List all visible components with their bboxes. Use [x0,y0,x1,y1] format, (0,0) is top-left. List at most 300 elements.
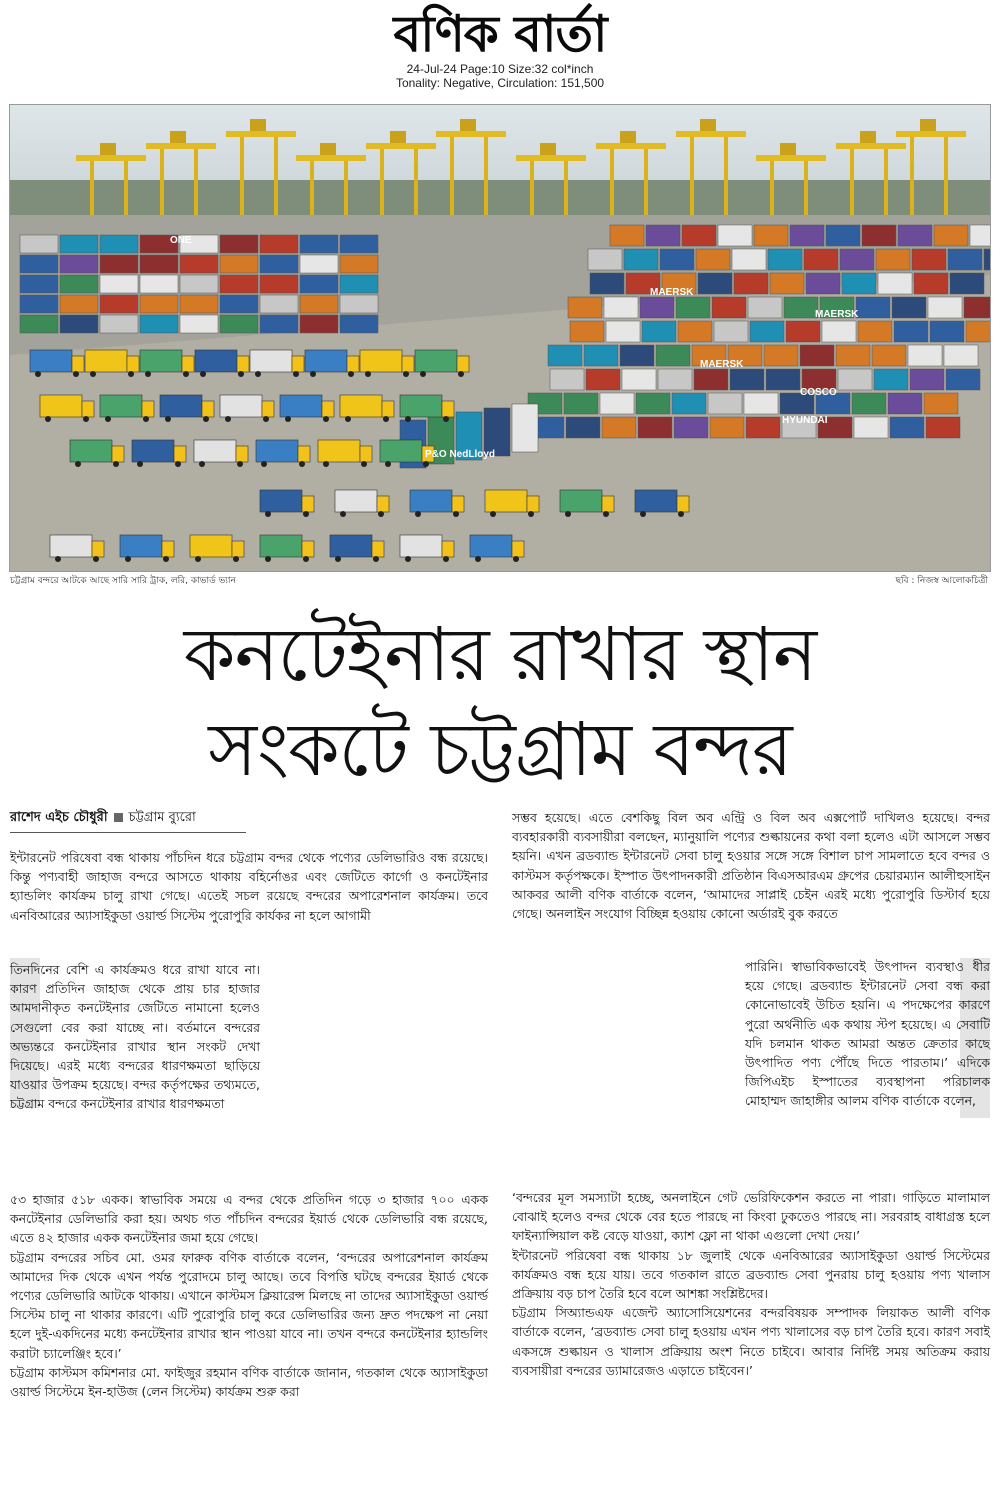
container-box [100,235,138,253]
crane-leg [274,131,278,215]
crane-cab [320,143,336,155]
truck-cab [302,496,314,512]
container-box [714,321,748,342]
byline-rule [10,832,246,833]
crane-boom [296,155,366,161]
truck-cab [372,541,384,557]
container-box [732,249,766,270]
truck-wheel [303,556,309,562]
container-box [220,235,258,253]
truck-cab [442,401,454,417]
truck-cab [512,541,524,557]
photo-caption: চট্টগ্রাম বন্দরে আটকে আছে সারি সারি ট্রাক, লরি, কাভার্ড ভ্যান [10,576,236,586]
crane-leg [160,143,164,215]
container-box [946,369,980,390]
container-box [874,369,908,390]
truck-wheel [475,556,481,562]
byline [10,808,196,828]
truck-body [360,350,402,372]
container-box [694,369,728,390]
container-box [100,275,138,293]
crane-leg [530,155,534,215]
truck-wheel [453,511,459,517]
container-box [806,273,840,294]
truck-wheel [285,416,291,422]
truck-wheel [225,416,231,422]
crane-leg [610,143,614,215]
clipping-meta-line2: Tonality: Negative, Circulation: 151,500 [395,76,605,90]
container-box [340,295,378,313]
container-box [698,273,732,294]
crane-leg [450,131,454,215]
truck-wheel [105,416,111,422]
container-box [220,275,258,293]
truck-body [160,395,202,417]
truck-body [50,535,92,557]
crane-cab [920,119,936,131]
container-box [624,249,658,270]
square-bullet-icon [114,813,123,822]
paragraph: সম্ভব হয়েছে। এতে বেশকিছু বিল অব এন্ট্রি ও বিল অব এক্সপোর্ট দাখিলও হয়েছে। বন্দর ব্যবহারকারী ব্যবসায়ীরা বলছেন, ম্যানুয়ালি পণ্যের শুল্কায়নের কথা বলা হলেও এটা আসলে সম্ভব হয়নি। এখন ব্রডব্যান্ড ইন্টারনেট সেবা চালু হওয়ার সঙ্গে সঙ্গে বিশাল চাপ সামলাতে হবে বন্দর ও কাস্টমস কর্তৃপক্ষকে। ইস্পাত উৎপাদনকারী প্রতিষ্ঠান বিএসআরএম গ্রুপের চেয়ারম্যান আলীহুসাইন আকবর আলী বণিক বার্তাকে বলেন, ‘আমাদের সাপ্লাই চেইন এরই মধ্যে পুরোপুরি ডিস্টার্ব হয়ে গেছে। অনলাইন সংযোগ বিচ্ছিন্ন হওয়ায় কোনো অর্ডারই বুক করতে [512,810,990,922]
truck-wheel [323,461,329,467]
container-box [646,225,680,246]
truck-cab [112,446,124,462]
crane-leg [380,143,384,215]
container-box [602,417,636,438]
container-box [660,249,694,270]
truck-cab [262,401,274,417]
container-box [20,315,58,333]
crane-cab [250,119,266,131]
paragraph: ইন্টারনেট পরিষেবা বন্ধ থাকায় পাঁচদিন ধরে চট্টগ্রাম বন্দর থেকে পণ্যের ডেলিভারিও বন্ধ রয়েছে। কিন্তু পণ্যবাহী জাহাজ বন্দরে আসতে থাকায় বহির্নোঙর এবং জেটিতে কার্গো ও কনটেইনার হ্যান্ডলিং কার্যক্রম চালু রাখা গেছে। এতেই সচল রয়েছে বন্দরের অপারেশনাল কার্যক্রম। তবে এনবিআরের অ্যাসাইকুডা ওয়ার্ল্ড সিস্টেম পুরোপুরি কার্যকর না হলে আগামী [10,850,488,923]
container-box [260,255,298,273]
container-box [948,249,982,270]
paragraph: ইন্টারনেট পরিষেবা বন্ধ থাকায় ১৮ জুলাই থেকে এনবিআরের অ্যাসাইকুডা ওয়ার্ল্ড সিস্টেমের কার্যক্রমও বন্ধ হয়ে যায়। তবে গতকাল রাতে ব্রডব্যান্ড সেবা পুনরায় চালু হওয়ায় পণ্য খালাস প্রক্রিয়ায় বড় চাপ তৈরি হবে বলে আশঙ্কা সংশ্লিষ্টদের। [512,1247,990,1302]
crane-boom [836,143,906,149]
container-box [858,321,892,342]
truck-wheel [303,511,309,517]
truck-cab [182,356,194,372]
container-box [950,273,984,294]
truck-wheel [183,371,189,377]
truck-body [280,395,322,417]
truck-cab [237,356,249,372]
truck-wheel [299,461,305,467]
container-box [570,321,604,342]
paragraph: চট্টগ্রাম বন্দরের সচিব মো. ওমর ফারুক বণিক বার্তাকে বলেন, ‘বন্দরের অপারেশনাল কার্যক্রম আমাদের দিক থেকে এখন পর্যন্ত পুরোদমে চালু আছে। তবে বিপত্তি ঘটছে বন্দরের ইয়ার্ড থেকে পণ্যের ডেলিভারি আটকে থাকায়। এখানে কাস্টমস ক্লিয়ারেন্স মিলছে না তাদের অ্যাসাইকুডা ওয়ার্ল্ড সিস্টেম চালু না থাকার কারণে। এটি পুরোপুরি চালু করে ডেলিভারির জন্য দ্রুত পদক্ষেপ না নেয়া হলে দুই-একদিনের মধ্যে কনটেইনার রাখার স্থান পাওয়া যাবে না। তখন বন্দরে কনটেইনার হ্যান্ডলিং করাটা চ্যালেঞ্জিং হবে।’ [10,1249,488,1361]
truck-body [410,490,452,512]
truck-body [250,350,292,372]
container-box [768,249,802,270]
crane-leg [90,155,94,215]
truck-wheel [195,556,201,562]
crane-cab [540,143,556,155]
crane-leg [124,155,128,215]
truck-cab [82,401,94,417]
truck-body [220,395,262,417]
container-box [20,295,58,313]
truck-body [194,440,236,462]
container-yard-illustration [10,105,990,571]
container-brand-label: MAERSK [700,359,744,370]
container-box [512,404,538,452]
crane-leg [484,131,488,215]
truck-wheel [383,416,389,422]
truck-cab [232,541,244,557]
container-box [564,393,598,414]
container-box [584,345,618,366]
truck-wheel [113,461,119,467]
container-box [862,225,896,246]
truck-wheel [293,371,299,377]
container-box [842,273,876,294]
crane-cab [390,131,406,143]
container-box [220,295,258,313]
truck-wheel [203,416,209,422]
truck-wheel [145,371,151,377]
container-box [550,369,584,390]
container-box [836,345,870,366]
container-box [966,321,990,342]
container-box [20,255,58,273]
paragraph: তিনদিনের বেশি এ কার্যক্রমও ধরে রাখা যাবে না। কারণ প্রতিদিন জাহাজ থেকে প্রায় চার হাজার আমদানীকৃত কনটেইনার জেটিতে নামানো হলেও সেগুলো বের করা যাচ্ছে না। বর্তমানে বন্দরের অভ্যন্তরে কনটেইনার রাখার স্থান সংকট দেখা দিয়েছে। এরই মধ্যে বন্দরের ধারণক্ষমতা ছাড়িয়ে যাওয়ার উপক্রম হয়েছে। বন্দর কর্তৃপক্ষের তথ্যমতে, চট্টগ্রাম বন্দরে কনটেইনার রাখার ধারণক্ষমতা [10,962,260,1112]
truck-cab [677,496,689,512]
truck-wheel [143,416,149,422]
truck-wheel [75,461,81,467]
container-box [894,321,928,342]
truck-body [635,490,677,512]
truck-wheel [263,416,269,422]
truck-wheel [405,416,411,422]
truck-body [260,490,302,512]
truck-body [305,350,347,372]
container-box [60,295,98,313]
container-box [838,369,872,390]
crane-boom [756,155,826,161]
truck-wheel [340,511,346,517]
container-box [180,295,218,313]
container-box [892,297,926,318]
crane-leg [194,143,198,215]
container-box [260,295,298,313]
container-box [588,249,622,270]
container-box [606,321,640,342]
truck-wheel [361,461,367,467]
container-box [750,321,784,342]
truck-wheel [458,371,464,377]
container-brand-label: HYUNDAI [782,415,828,426]
container-box [638,417,672,438]
byline-author: রাশেদ এইচ চৌধুরী [10,810,108,825]
container-box [60,235,98,253]
container-box [930,321,964,342]
crane-boom [676,131,746,137]
truck-cab [377,496,389,512]
truck-wheel [373,556,379,562]
truck-wheel [128,371,134,377]
container-box [220,255,258,273]
headline-line2: সংকটে চট্টগ্রাম বন্দর [208,707,792,793]
byline-desk: চট্টগ্রাম ব্যুরো [128,810,196,825]
crane-cab [620,131,636,143]
container-box [878,273,912,294]
container-brand-label: MAERSK [815,309,859,320]
truck-wheel [378,511,384,517]
truck-wheel [233,556,239,562]
container-box [620,345,654,366]
crane-boom [76,155,146,161]
truck-wheel [385,461,391,467]
container-box [140,275,178,293]
truck-cab [382,401,394,417]
container-box [784,297,818,318]
clipping-meta-line1: 24-Jul-24 Page:10 Size:32 col*inch [406,62,594,76]
container-box [100,315,138,333]
crane-leg [414,143,418,215]
container-box [548,345,582,366]
truck-wheel [261,461,267,467]
port-photo [9,104,991,572]
container-box [590,273,624,294]
truck-wheel [565,511,571,517]
container-box [840,249,874,270]
truck-body [400,535,442,557]
container-box [140,255,178,273]
truck-cab [142,401,154,417]
truck-cab [92,541,104,557]
container-box [656,345,690,366]
container-box [912,249,946,270]
container-box [712,297,746,318]
truck-body [120,535,162,557]
container-box [790,225,824,246]
container-box [800,345,834,366]
container-box [678,321,712,342]
truck-wheel [423,461,429,467]
container-box [766,369,800,390]
truck-cab [162,541,174,557]
container-brand-label: MAERSK [650,287,694,298]
container-brand-label: COSCO [800,387,837,398]
container-box [180,315,218,333]
truck-wheel [93,556,99,562]
crane-leg [644,143,648,215]
paragraph: চট্টগ্রাম সিঅ্যান্ডএফ এজেন্ট অ্যাসোসিয়েশনের বন্দরবিষয়ক সম্পাদক লিয়াকত আলী বণিক বার্তাকে বলেন, ‘ব্রডব্যান্ড সেবা চালু হওয়ায় এখন পণ্য খালাসের বড় চাপ তৈরি হবে। কারণ সবাই একসঙ্গে শুল্কায়ন ও খালাস প্রক্রিয়ায় অংশ নিতে চাইবে। আবার নির্দিষ্ট সময় অতিক্রম করায় ব্যবসায়ীরা বন্দরের ড্যামারেজও এড়াতে চাইবেন।’ [512,1305,990,1378]
crane-leg [910,131,914,215]
container-box [672,393,706,414]
container-box [764,345,798,366]
container-box [340,255,378,273]
container-box [964,297,990,318]
truck-wheel [603,511,609,517]
truck-body [40,395,82,417]
truck-wheel [165,416,171,422]
crane-cab [780,143,796,155]
truck-body [485,490,527,512]
crane-leg [804,155,808,215]
truck-wheel [200,371,206,377]
crane-cab [100,143,116,155]
truck-cab [360,446,372,462]
container-box [604,297,638,318]
paragraph: ৫৩ হাজার ৫১৮ একক। স্বাভাবিক সময়ে এ বন্দর থেকে প্রতিদিন গড়ে ৩ হাজার ৭০০ একক কনটেইনার ডেলিভারি করা হয়। অথচ গত পাঁচদিন বন্দরের ইয়ার্ড থেকে ডেলিভারি বন্ধ রয়েছে, এতে ৪২ হাজার একক কনটেইনার জমা হয়ে গেছে। [10,1192,488,1246]
container-box [746,417,780,438]
container-box [640,297,674,318]
container-box [566,417,600,438]
container-box [60,315,98,333]
article-col2-bottom [512,1188,990,1380]
container-box [852,393,886,414]
truck-wheel [199,461,205,467]
photo-credit: ছবি : নিজস্ব আলোকচিত্রী [895,576,988,586]
container-box [804,249,838,270]
container-box [140,295,178,313]
truck-wheel [323,416,329,422]
crane-boom [516,155,586,161]
container-box [888,393,922,414]
truck-wheel [83,416,89,422]
crane-leg [724,131,728,215]
crane-cab [700,119,716,131]
truck-wheel [678,511,684,517]
truck-wheel [528,511,534,517]
container-box [622,369,656,390]
headline-line1: কনটেইনার রাখার স্থান [183,612,817,698]
truck-wheel [163,556,169,562]
container-box [770,273,804,294]
truck-cab [202,401,214,417]
truck-wheel [348,371,354,377]
crane-boom [596,143,666,149]
container-box [674,417,708,438]
truck-wheel [345,416,351,422]
container-box [60,255,98,273]
container-box [908,345,942,366]
container-box [696,249,730,270]
truck-body [318,440,360,462]
crane-boom [896,131,966,137]
crane-leg [690,131,694,215]
truck-wheel [90,371,96,377]
crane-boom [436,131,506,137]
container-box [708,393,742,414]
container-box [20,235,58,253]
newspaper-logo: বণিক বার্তা [393,5,607,63]
truck-wheel [238,371,244,377]
truck-body [340,395,382,417]
truck-body [85,350,127,372]
container-box [734,273,768,294]
container-box [744,393,778,414]
container-box [754,225,788,246]
crane-boom [226,131,296,137]
crane-leg [944,131,948,215]
truck-wheel [310,371,316,377]
container-box [600,393,634,414]
truck-cab [602,496,614,512]
truck-wheel [443,556,449,562]
truck-cab [527,496,539,512]
container-box [924,393,958,414]
truck-wheel [265,556,271,562]
truck-body [256,440,298,462]
container-box [826,225,860,246]
truck-body [470,535,512,557]
container-box [910,369,944,390]
container-box [730,369,764,390]
container-box [718,225,752,246]
container-box [100,295,138,313]
container-box [568,297,602,318]
article-col2-narrow [745,957,990,1111]
container-box [180,275,218,293]
truck-wheel [640,511,646,517]
container-box [898,225,932,246]
truck-wheel [443,416,449,422]
truck-body [190,535,232,557]
container-box [260,235,298,253]
container-box [340,315,378,333]
container-box [786,321,820,342]
container-box [822,321,856,342]
container-box [890,417,924,438]
crane-leg [310,155,314,215]
article-col1-narrow [10,960,260,1114]
container-box [872,345,906,366]
truck-wheel [513,556,519,562]
truck-body [30,350,72,372]
paragraph: চট্টগ্রাম কাস্টমস কমিশনার মো. ফাইজুর রহমান বণিক বার্তাকে জানান, গতকাল থেকে অ্যাসাইকুডা ওয়ার্ল্ড সিস্টেমে ইন-হাউজ (লেন সিস্টেম) কার্যক্রম শুরু করা [10,1364,488,1400]
truck-body [70,440,112,462]
container-box [300,295,338,313]
crane-leg [240,131,244,215]
article-col1-bottom [10,1190,488,1401]
container-box [984,249,990,270]
truck-wheel [237,461,243,467]
truck-wheel [175,461,181,467]
truck-wheel [55,556,61,562]
container-box [970,225,990,246]
truck-body [140,350,182,372]
container-box [610,225,644,246]
container-box [642,321,676,342]
container-box [944,345,978,366]
crane-leg [770,155,774,215]
truck-wheel [403,371,409,377]
container-box [876,249,910,270]
crane-leg [344,155,348,215]
truck-cab [302,541,314,557]
crane-leg [850,143,854,215]
container-box [928,297,962,318]
truck-cab [402,356,414,372]
container-box [300,235,338,253]
truck-body [335,490,377,512]
truck-cab [236,446,248,462]
container-box [748,297,782,318]
container-box [340,235,378,253]
crane-cab [460,119,476,131]
truck-body [400,395,442,417]
truck-wheel [137,461,143,467]
crane-leg [564,155,568,215]
truck-wheel [125,556,131,562]
truck-cab [457,356,469,372]
truck-cab [442,541,454,557]
container-box [856,297,890,318]
container-box [300,275,338,293]
truck-body [132,440,174,462]
